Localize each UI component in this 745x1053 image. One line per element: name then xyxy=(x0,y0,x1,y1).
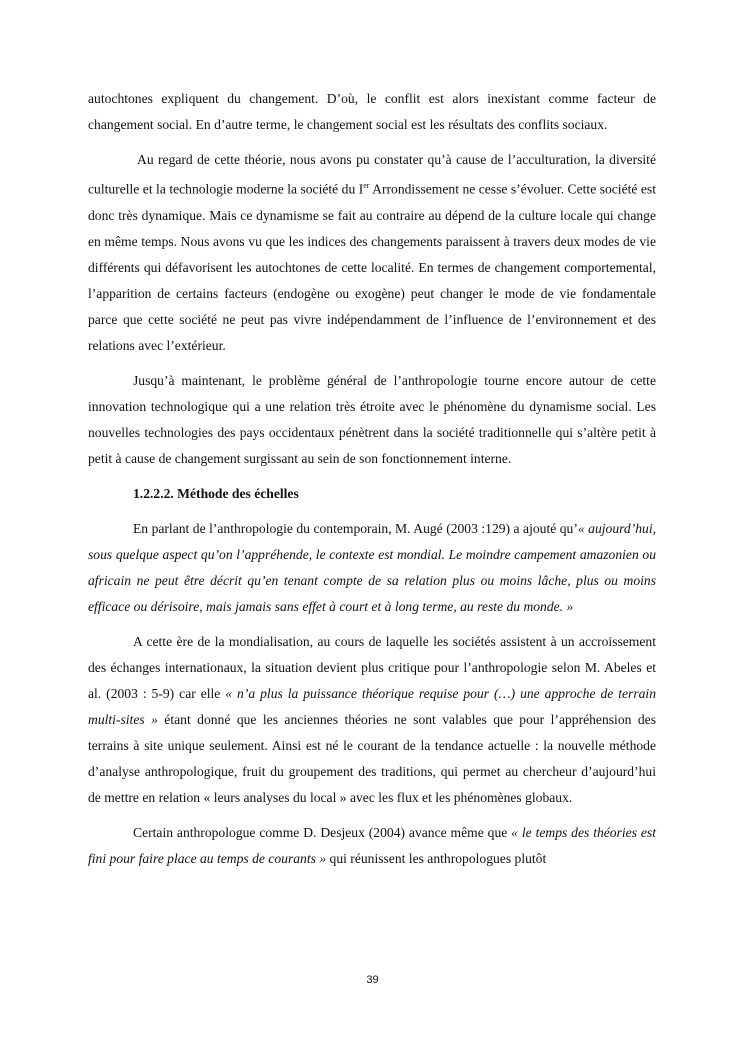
paragraph-5 xyxy=(88,629,656,811)
abeles-quote: « n’a plus la puissance théorique requise pour (…) une approche de terrain multi-sites » xyxy=(88,685,656,727)
paragraph-5-intro: A cette ère de la mondialisation, au cours de laquelle les sociétés assistent à un accroissement des échanges internationaux, la situation devient plus critique pour l’anthropologie selon M. Abeles et al. (2003 : 5-9) car elle xyxy=(88,633,656,701)
paragraph-6-intro: Certain anthropologue comme D. Desjeux (2004) avance même que xyxy=(133,824,512,840)
paragraph-5-rest: étant donné que les anciennes théories ne sont valables que pour l’appréhension des terrains à site unique seulement. Ainsi est né le courant de la tendance actuelle : la nouvelle méthode d’analyse anthropologique, fruit du groupement des traditions, qui permet au chercheur d’aujourd’hui de mettre en relation « leurs analyses du local » avec les flux et les phénomènes globaux. xyxy=(88,711,656,805)
body-text xyxy=(88,86,656,881)
section-heading: 1.2.2.2. Méthode des échelles xyxy=(133,485,299,501)
paragraph-2-part-a: Au regard de cette théorie, nous avons pu constater qu’à cause de l’acculturation, la diversité culturelle et la technologie moderne la société du I xyxy=(88,152,656,197)
paragraph-2-part-b: Arrondissement ne cesse s’évoluer. Cette société est donc très dynamique. Mais ce dynamisme se fait au contraire au dépend de la culture locale qui change en même temps. Nous avons vu que les indices des changements paraissent à travers deux modes de vie différents qui défavorisent les autochtones de cette localité. En termes de changement comportemental, l’apparition de certains facteurs (endogène ou exogène) peut changer le mode de vie fondamentale parce que cette société ne peut pas vivre indépendamment de l’influence de l’environnement et des relations avec l’extérieur. xyxy=(88,181,656,353)
ordinal-superscript: er xyxy=(363,181,370,190)
page-number: 39 xyxy=(366,974,379,986)
auge-quote: « aujourd’hui, sous quelque aspect qu’on l’appréhende, le contexte est mondial. Le moindre campement amazonien ou africain ne peut être décrit qu’en tenant compte de sa relation plus ou moins lâche, plus ou moins efficace ou dérisoire, mais jamais sans effet à court et à long terme, au reste du monde. » xyxy=(88,520,656,614)
paragraph-3: Jusqu’à maintenant, le problème général de l’anthropologie tourne encore autour de cette innovation technologique qui a une relation très étroite avec le phénomène du dynamisme social. Les nouvelles technologies des pays occidentaux pénètrent dans la société traditionnelle qui s’altère petit à petit à cause de changement surgissant au sein de son fonctionnement interne. xyxy=(88,372,656,466)
paragraph-2 xyxy=(88,147,656,359)
paragraph-6 xyxy=(88,820,656,872)
desjeux-quote: « le temps des théories est fini pour faire place au temps de courants » xyxy=(88,824,656,866)
paragraph-6-rest: qui réunissent les anthropologues plutôt xyxy=(326,850,547,866)
paragraph-4 xyxy=(88,516,656,620)
paragraph-1: autochtones expliquent du changement. D’où, le conflit est alors inexistant comme facteur de changement social. En d’autre terme, le changement social est les résultats des conflits sociaux. xyxy=(88,91,656,132)
paragraph-4-intro: En parlant de l’anthropologie du contemporain, M. Augé (2003 :129) a ajouté qu’ xyxy=(133,520,578,536)
